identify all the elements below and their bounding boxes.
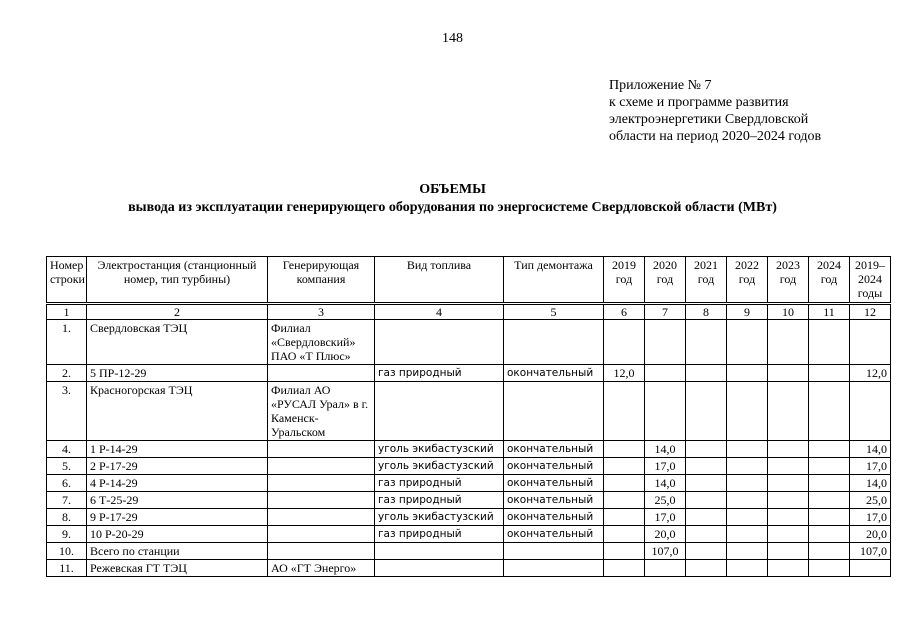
value-total-cell: 14,0 <box>850 441 891 458</box>
value-2024-cell <box>809 320 850 365</box>
value-2021-cell <box>686 509 727 526</box>
fuel-cell: уголь экибастузский <box>375 441 504 458</box>
value-2022-cell <box>727 365 768 382</box>
value-2021-cell <box>686 492 727 509</box>
title-line-2: вывода из эксплуатации генерирующего оборудования по энергосистеме Свердловской области (МВт) <box>128 200 777 215</box>
value-2023-cell <box>768 492 809 509</box>
value-2020-cell <box>645 560 686 577</box>
value-total-cell: 20,0 <box>850 526 891 543</box>
col-header-fuel: Вид топлива <box>375 257 504 304</box>
value-total-cell: 17,0 <box>850 509 891 526</box>
value-2020-cell <box>645 320 686 365</box>
value-2021-cell <box>686 543 727 560</box>
row-number-cell: 8. <box>47 509 87 526</box>
row-number-cell: 11. <box>47 560 87 577</box>
company-cell <box>268 441 375 458</box>
value-2020-cell <box>645 365 686 382</box>
value-total-cell: 14,0 <box>850 475 891 492</box>
table-row <box>47 365 891 382</box>
company-cell <box>268 543 375 560</box>
page-number: 148 <box>442 31 463 46</box>
value-2019-cell: 12,0 <box>604 365 645 382</box>
value-2019-cell <box>604 382 645 441</box>
fuel-cell: уголь экибастузский <box>375 458 504 475</box>
row-number-cell: 2. <box>47 365 87 382</box>
value-2019-cell <box>604 560 645 577</box>
dismantle-cell: окончательный <box>504 441 604 458</box>
col-header-2023: 2023 год <box>768 257 809 304</box>
table-row <box>47 441 891 458</box>
table-row <box>47 320 891 365</box>
value-2023-cell <box>768 475 809 492</box>
company-cell <box>268 475 375 492</box>
value-2024-cell <box>809 526 850 543</box>
table-row <box>47 560 891 577</box>
value-2019-cell <box>604 441 645 458</box>
appendix-line: электроэнергетики Свердловской <box>609 112 809 127</box>
col-header-row-number: Номер строки <box>47 257 87 304</box>
row-number-cell: 4. <box>47 441 87 458</box>
value-2023-cell <box>768 458 809 475</box>
value-2021-cell <box>686 458 727 475</box>
col-header-dismantle: Тип демонтажа <box>504 257 604 304</box>
column-number: 9 <box>727 304 768 320</box>
col-header-total: 2019–2024 годы <box>850 257 891 304</box>
value-2022-cell <box>727 382 768 441</box>
value-2024-cell <box>809 382 850 441</box>
station-cell: 9 Р-17-29 <box>87 509 268 526</box>
column-number-row <box>47 304 891 320</box>
station-cell: Всего по станции <box>87 543 268 560</box>
value-2021-cell <box>686 441 727 458</box>
dismantle-cell <box>504 382 604 441</box>
dismantle-cell: окончательный <box>504 526 604 543</box>
value-2021-cell <box>686 382 727 441</box>
value-2024-cell <box>809 492 850 509</box>
station-cell: 6 Т-25-29 <box>87 492 268 509</box>
dismantle-cell: окончательный <box>504 509 604 526</box>
value-2021-cell <box>686 560 727 577</box>
column-number: 2 <box>87 304 268 320</box>
value-2023-cell <box>768 441 809 458</box>
value-2021-cell <box>686 365 727 382</box>
column-number: 1 <box>47 304 87 320</box>
fuel-cell <box>375 543 504 560</box>
column-number: 12 <box>850 304 891 320</box>
company-cell <box>268 509 375 526</box>
value-2022-cell <box>727 509 768 526</box>
column-number: 6 <box>604 304 645 320</box>
col-header-2020: 2020 год <box>645 257 686 304</box>
column-number: 7 <box>645 304 686 320</box>
value-2022-cell <box>727 441 768 458</box>
dismantle-cell <box>504 560 604 577</box>
table-row <box>47 492 891 509</box>
col-header-station: Электростанция (станционный номер, тип турбины) <box>87 257 268 304</box>
value-2020-cell: 17,0 <box>645 458 686 475</box>
value-2023-cell <box>768 560 809 577</box>
appendix-line: к схеме и программе развития <box>609 95 789 110</box>
value-2022-cell <box>727 492 768 509</box>
station-cell: Режевская ГТ ТЭЦ <box>87 560 268 577</box>
col-header-2022: 2022 год <box>727 257 768 304</box>
company-cell <box>268 492 375 509</box>
value-2022-cell <box>727 526 768 543</box>
value-2023-cell <box>768 543 809 560</box>
value-2019-cell <box>604 543 645 560</box>
station-cell: 5 ПР-12-29 <box>87 365 268 382</box>
value-total-cell <box>850 560 891 577</box>
table-row <box>47 526 891 543</box>
value-2020-cell: 20,0 <box>645 526 686 543</box>
value-2022-cell <box>727 560 768 577</box>
row-number-cell: 10. <box>47 543 87 560</box>
value-2023-cell <box>768 382 809 441</box>
table-row <box>47 543 891 560</box>
value-2023-cell <box>768 320 809 365</box>
value-2020-cell: 17,0 <box>645 509 686 526</box>
station-cell: 10 Р-20-29 <box>87 526 268 543</box>
value-2020-cell <box>645 382 686 441</box>
station-cell: Свердловская ТЭЦ <box>87 320 268 365</box>
value-total-cell: 17,0 <box>850 458 891 475</box>
dismantle-cell <box>504 320 604 365</box>
title-line-1: ОБЪЕМЫ <box>419 182 486 197</box>
station-cell: 2 Р-17-29 <box>87 458 268 475</box>
fuel-cell <box>375 320 504 365</box>
document-title <box>0 181 905 217</box>
table-row <box>47 458 891 475</box>
dismantle-cell: окончательный <box>504 492 604 509</box>
value-2024-cell <box>809 543 850 560</box>
value-2023-cell <box>768 526 809 543</box>
appendix-line: области на период 2020–2024 годов <box>609 129 822 144</box>
company-cell: Филиал АО «РУСАЛ Урал» в г. Каменск-Уральском <box>268 382 375 441</box>
value-2020-cell: 14,0 <box>645 441 686 458</box>
value-2020-cell: 107,0 <box>645 543 686 560</box>
col-header-2021: 2021 год <box>686 257 727 304</box>
row-number-cell: 5. <box>47 458 87 475</box>
column-number: 11 <box>809 304 850 320</box>
fuel-cell: газ природный <box>375 365 504 382</box>
value-2024-cell <box>809 441 850 458</box>
value-2023-cell <box>768 509 809 526</box>
value-2022-cell <box>727 543 768 560</box>
table-row <box>47 382 891 441</box>
value-2022-cell <box>727 458 768 475</box>
value-2019-cell <box>604 320 645 365</box>
value-2024-cell <box>809 365 850 382</box>
company-cell: АО «ГТ Энерго» <box>268 560 375 577</box>
value-total-cell: 12,0 <box>850 365 891 382</box>
column-number: 3 <box>268 304 375 320</box>
value-2020-cell: 25,0 <box>645 492 686 509</box>
dismantle-cell: окончательный <box>504 475 604 492</box>
company-cell <box>268 365 375 382</box>
value-total-cell: 107,0 <box>850 543 891 560</box>
value-2024-cell <box>809 458 850 475</box>
appendix-line: Приложение № 7 <box>609 78 712 93</box>
column-number: 4 <box>375 304 504 320</box>
value-2022-cell <box>727 320 768 365</box>
value-2024-cell <box>809 509 850 526</box>
dismantle-cell: окончательный <box>504 365 604 382</box>
value-total-cell <box>850 382 891 441</box>
value-2023-cell <box>768 365 809 382</box>
fuel-cell: газ природный <box>375 492 504 509</box>
station-cell: Красногорская ТЭЦ <box>87 382 268 441</box>
value-2020-cell: 14,0 <box>645 475 686 492</box>
value-2019-cell <box>604 475 645 492</box>
col-header-company: Генерирующая компания <box>268 257 375 304</box>
dismantle-cell: окончательный <box>504 458 604 475</box>
company-cell <box>268 526 375 543</box>
value-2019-cell <box>604 458 645 475</box>
value-2024-cell <box>809 475 850 492</box>
appendix-note <box>609 77 899 145</box>
value-2021-cell <box>686 320 727 365</box>
col-header-2024: 2024 год <box>809 257 850 304</box>
fuel-cell: газ природный <box>375 475 504 492</box>
column-number: 5 <box>504 304 604 320</box>
fuel-cell: уголь экибастузский <box>375 509 504 526</box>
value-total-cell <box>850 320 891 365</box>
row-number-cell: 3. <box>47 382 87 441</box>
column-number: 8 <box>686 304 727 320</box>
fuel-cell <box>375 560 504 577</box>
dismantle-cell <box>504 543 604 560</box>
row-number-cell: 9. <box>47 526 87 543</box>
station-cell: 4 Р-14-29 <box>87 475 268 492</box>
fuel-cell <box>375 382 504 441</box>
fuel-cell: газ природный <box>375 526 504 543</box>
value-2019-cell <box>604 509 645 526</box>
table-row <box>47 509 891 526</box>
col-header-2019: 2019 год <box>604 257 645 304</box>
value-2019-cell <box>604 526 645 543</box>
station-cell: 1 Р-14-29 <box>87 441 268 458</box>
value-2024-cell <box>809 560 850 577</box>
column-number: 10 <box>768 304 809 320</box>
value-total-cell: 25,0 <box>850 492 891 509</box>
decommissioning-table <box>46 256 891 577</box>
value-2021-cell <box>686 526 727 543</box>
row-number-cell: 6. <box>47 475 87 492</box>
company-cell <box>268 458 375 475</box>
company-cell: Филиал «Свердловский» ПАО «Т Плюс» <box>268 320 375 365</box>
value-2019-cell <box>604 492 645 509</box>
value-2021-cell <box>686 475 727 492</box>
value-2022-cell <box>727 475 768 492</box>
row-number-cell: 1. <box>47 320 87 365</box>
table-row <box>47 475 891 492</box>
row-number-cell: 7. <box>47 492 87 509</box>
table-body <box>47 320 891 577</box>
table-header-row <box>47 257 891 304</box>
